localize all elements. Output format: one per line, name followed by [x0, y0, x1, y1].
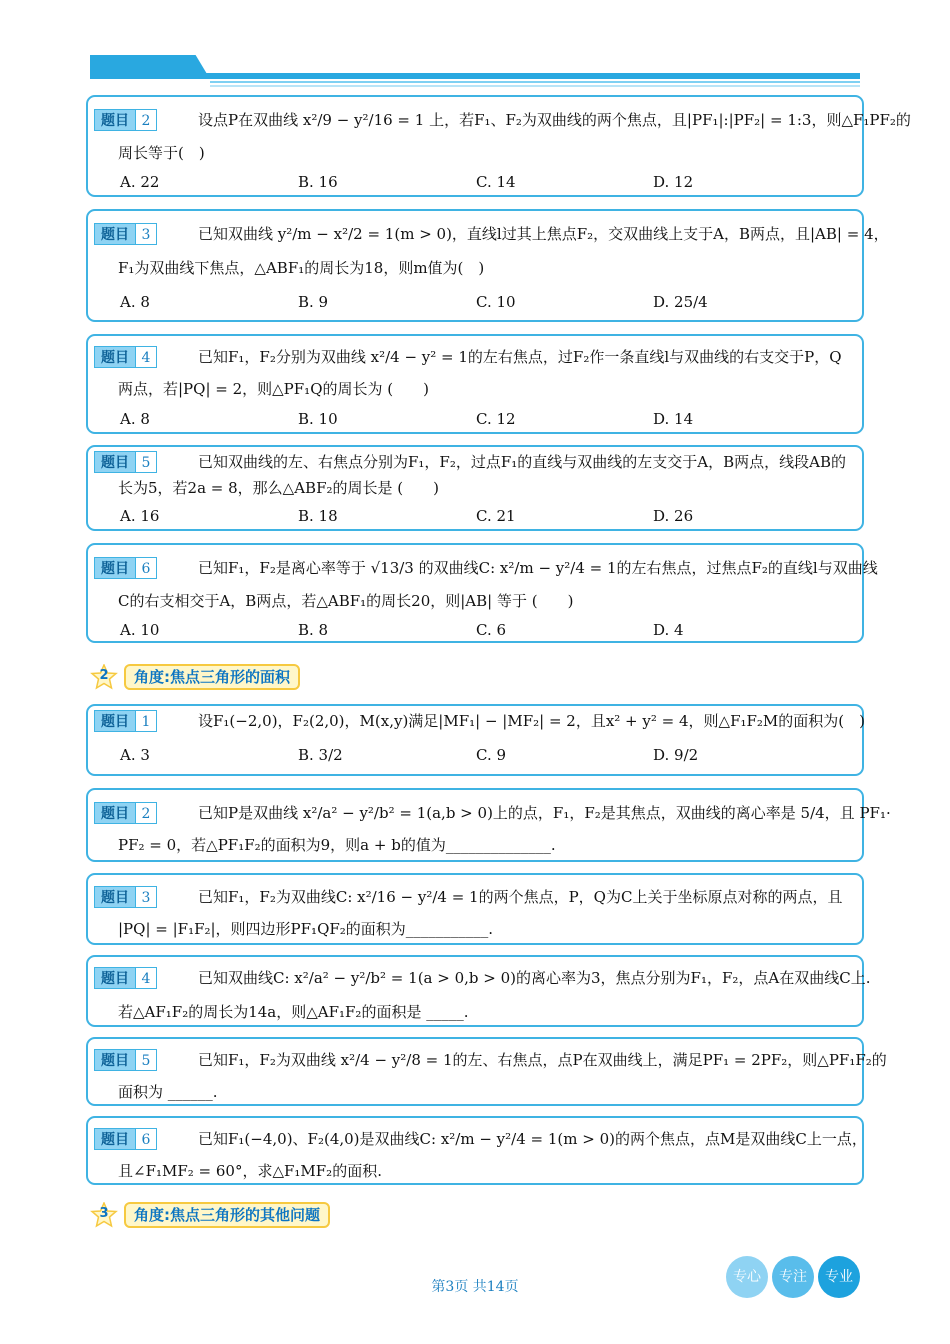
star-icon	[90, 1202, 118, 1228]
question-text: 已知双曲线 y²/m − x²/2 = 1(m > 0)，直线l过其上焦点F₂，交双曲线上支于A，B两点，且|AB| = 4，	[198, 225, 889, 243]
question-text: 面积为 ______.	[118, 1083, 218, 1101]
question-badge	[94, 1128, 157, 1150]
badge-number: 1	[136, 710, 157, 732]
badge-label: 题目	[94, 1128, 136, 1150]
option: A. 8	[120, 293, 150, 311]
question-text: 已知P是双曲线 x²/a² − y²/b² = 1(a,b > 0)上的点，F₁，F₂是其焦点，双曲线的离心率是 5/4，且 PF₁·	[198, 804, 891, 822]
option: D. 4	[653, 621, 684, 639]
badge-label: 题目	[94, 557, 136, 579]
section-header	[90, 1202, 330, 1228]
option: B. 8	[298, 621, 329, 639]
question-text: 已知F₁，F₂是离心率等于 √13/3 的双曲线C: x²/m − y²/4 = 1的左右焦点，过焦点F₂的直线l与双曲线	[198, 559, 878, 577]
badge-number: 3	[136, 223, 157, 245]
motto-badge: 专业	[818, 1256, 860, 1298]
badge-number: 4	[136, 346, 157, 368]
question-text: 周长等于( )	[118, 144, 205, 162]
question-badge	[94, 1049, 157, 1071]
badge-label: 题目	[94, 886, 136, 908]
section-title: 角度:焦点三角形的面积	[124, 664, 300, 690]
question-text: 设F₁(−2,0)，F₂(2,0)，M(x,y)满足|MF₁| − |MF₂| = 2，且x² + y² = 4，则△F₁F₂M的面积为( )	[198, 712, 865, 730]
badge-label: 题目	[94, 346, 136, 368]
option: D. 9/2	[653, 746, 699, 764]
question-badge	[94, 346, 157, 368]
option: C. 12	[476, 410, 516, 428]
question-text: 设点P在双曲线 x²/9 − y²/16 = 1 上，若F₁、F₂为双曲线的两个焦点，且|PF₁|:|PF₂| = 1:3，则△F₁PF₂的	[198, 111, 911, 129]
question-box	[86, 955, 871, 1027]
option: A. 16	[120, 507, 160, 525]
badge-label: 题目	[94, 451, 136, 473]
option: C. 21	[476, 507, 516, 525]
star-icon	[90, 664, 118, 690]
question-badge	[94, 710, 157, 732]
question-text: F₁为双曲线下焦点，△ABF₁的周长为18，则m值为( )	[118, 259, 485, 277]
option: D. 26	[653, 507, 694, 525]
question-badge	[94, 967, 157, 989]
page-number: 第3页 共14页	[431, 1279, 519, 1295]
question-box	[86, 873, 864, 945]
question-text: 若△AF₁F₂的周长为14a，则△AF₁F₂的面积是 _____.	[118, 1003, 469, 1021]
badge-label: 题目	[94, 223, 136, 245]
question-text: 长为5，若2a = 8，那么△ABF₂的周长是 ( )	[118, 479, 439, 497]
option: C. 6	[476, 621, 507, 639]
motto-badge: 专注	[772, 1256, 814, 1298]
question-text: 已知双曲线的左、右焦点分别为F₁，F₂，过点F₁的直线与双曲线的左支交于A，B两点，线段AB的	[198, 453, 846, 471]
option: A. 10	[120, 621, 160, 639]
option: A. 8	[120, 410, 150, 428]
question-box	[86, 209, 889, 322]
question-box	[86, 543, 878, 643]
question-badge	[94, 223, 157, 245]
badge-number: 2	[136, 802, 157, 824]
badge-label: 题目	[94, 109, 136, 131]
question-box	[86, 704, 864, 776]
question-box	[86, 788, 891, 862]
section-number: 2	[99, 668, 109, 683]
badge-label: 题目	[94, 710, 136, 732]
option: A. 3	[120, 746, 150, 764]
option: B. 10	[298, 410, 338, 428]
badge-number: 5	[136, 1049, 157, 1071]
question-text: 且∠F₁MF₂ = 60°，求△F₁MF₂的面积.	[118, 1162, 382, 1180]
option: D. 12	[653, 173, 694, 191]
section-header	[90, 664, 300, 690]
question-text: 两点，若|PQ| = 2，则△PF₁Q的周长为 ( )	[118, 380, 429, 398]
question-badge	[94, 557, 157, 579]
option: C. 14	[476, 173, 516, 191]
page-header-bar	[90, 55, 860, 81]
question-text: PF₂ = 0，若△PF₁F₂的面积为9，则a + b的值为______________.	[118, 836, 556, 854]
question-text: C的右支相交于A，B两点，若△ABF₁的周长20，则|AB| 等于 ( )	[118, 592, 574, 610]
question-box	[86, 95, 911, 197]
question-text: 已知F₁，F₂为双曲线C: x²/16 − y²/4 = 1的两个焦点，P，Q为C上关于坐标原点对称的两点，且	[198, 888, 843, 906]
question-box	[86, 445, 864, 531]
header-thin-line	[210, 85, 860, 87]
badge-number: 6	[136, 1128, 157, 1150]
question-badge	[94, 451, 157, 473]
badge-number: 6	[136, 557, 157, 579]
badge-number: 2	[136, 109, 157, 131]
badge-label: 题目	[94, 1049, 136, 1071]
section-number: 3	[99, 1206, 109, 1221]
badge-number: 3	[136, 886, 157, 908]
option: B. 18	[298, 507, 338, 525]
question-badge	[94, 886, 157, 908]
question-text: |PQ| = |F₁F₂|，则四边形PF₁QF₂的面积为___________.	[118, 920, 494, 938]
motto-badge: 专心	[726, 1256, 768, 1298]
header-thin-line	[210, 81, 860, 83]
option: C. 10	[476, 293, 516, 311]
question-box	[86, 334, 864, 434]
header-line	[90, 73, 860, 79]
question-badge	[94, 802, 157, 824]
question-text: 已知F₁(−4,0)、F₂(4,0)是双曲线C: x²/m − y²/4 = 1(m > 0)的两个焦点，点M是双曲线C上一点，	[198, 1130, 867, 1148]
option: D. 14	[653, 410, 694, 428]
question-text: 已知F₁，F₂分别为双曲线 x²/4 − y² = 1的左右焦点，过F₂作一条直线l与双曲线的右支交于P，Q	[198, 348, 842, 366]
badge-number: 5	[136, 451, 157, 473]
question-text: 已知F₁，F₂为双曲线 x²/4 − y²/8 = 1的左、右焦点，点P在双曲线上，满足PF₁ = 2PF₂，则△PF₁F₂的	[198, 1051, 887, 1069]
question-box	[86, 1037, 887, 1106]
badge-label: 题目	[94, 802, 136, 824]
option: C. 9	[476, 746, 507, 764]
question-text: 已知双曲线C: x²/a² − y²/b² = 1(a > 0,b > 0)的离心率为3，焦点分别为F₁，F₂，点A在双曲线C上.	[198, 969, 871, 987]
option: B. 9	[298, 293, 329, 311]
option: A. 22	[120, 173, 160, 191]
badge-number: 4	[136, 967, 157, 989]
section-title: 角度:焦点三角形的其他问题	[124, 1202, 330, 1228]
question-box	[86, 1116, 867, 1185]
question-badge	[94, 109, 157, 131]
option: B. 16	[298, 173, 338, 191]
option: B. 3/2	[298, 746, 343, 764]
badge-label: 题目	[94, 967, 136, 989]
option: D. 25/4	[653, 293, 708, 311]
